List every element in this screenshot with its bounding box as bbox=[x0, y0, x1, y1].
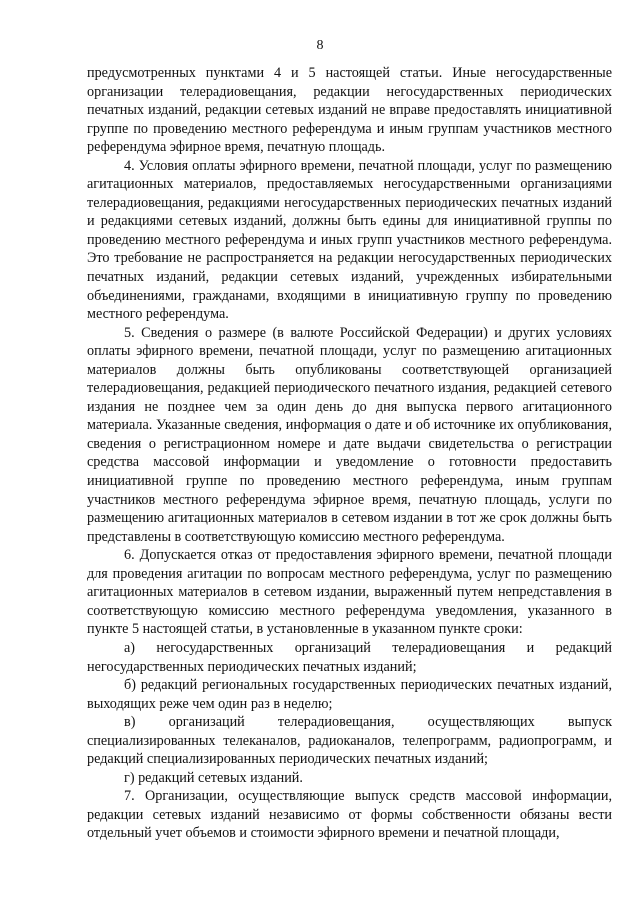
page-body bbox=[87, 64, 612, 843]
paragraph-continuation: предусмотренных пунктами 4 и 5 настоящей статьи. Иные негосударственные организации телерадиовещания, редакции негосударственных периодических печатных изданий, редакции сетевых изданий не вправе предоставлять инициативной группе по проведению местного референдума и иным группам участников местного референдума эфирное время, печатную площадь. bbox=[87, 65, 612, 156]
paragraph-item-6: 6. Допускается отказ от предоставления эфирного времени, печатной площади для проведения агитации по вопросам местного референдума, услуг по размещению агитационных материалов в сетевом издании, выраженный путем непредставления в соответствующую комиссию местного референдума уведомления, указанного в пункте 5 настоящей статьи, в установленные в указанном пункте сроки: bbox=[87, 547, 612, 638]
paragraph-item-5: 5. Сведения о размере (в валюте Российской Федерации) и других условиях оплаты эфирного времени, печатной площади, услуг по размещению агитационных материалов должны быть опубликованы соответствующей организацией телерадиовещания, редакцией периодического печатного издания, редакцией сетевого издания не позднее чем за один день до дня выпуска первого агитационного материала. Указанные сведения, информация о дате и об источнике их опубликования, сведения о регистрационном номере и дате выдачи свидетельства о регистрации средства массовой информации и уведомление о готовности предоставить инициативной группе по проведению местного референдума, иным группам участников местного референдума эфирное время, печатную площадь, услуги по размещению агитационных материалов в сетевом издании в тот же срок должны быть представлены в соответствующую комиссию местного референдума. bbox=[87, 324, 612, 545]
subitem-a: а) негосударственных организаций телерадиовещания и редакций негосударственных периодических печатных изданий; bbox=[87, 639, 612, 675]
page-number: 8 bbox=[316, 38, 324, 53]
paragraph-item-4: 4. Условия оплаты эфирного времени, печатной площади, услуг по размещению агитационных материалов, предоставляемых негосударственными организациями телерадиовещания, редакциями негосударственных периодических печатных изданий и редакциями сетевых изданий, должны быть едины для инициативной группы по проведению местного референдума и иных групп участников местного референдума. Это требование не распространяется на редакции негосударственных периодических печатных изданий, редакции сетевых изданий, учрежденных избирательными объединениями, гражданами, входящими в инициативную группу по проведению местного референдума. bbox=[87, 157, 612, 323]
paragraph-item-7: 7. Организации, осуществляющие выпуск средств массовой информации, редакции сетевых изданий независимо от формы собственности обязаны вести отдельный учет объемов и стоимости эфирного времени и печатной площади, bbox=[87, 788, 612, 842]
subitem-g: г) редакций сетевых изданий. bbox=[124, 769, 303, 786]
subitem-v: в) организаций телерадиовещания, осуществляющих выпуск специализированных телеканалов, радиоканалов, телепрограмм, радиопрограмм, и редакций специализированных периодических печатных изданий; bbox=[87, 714, 612, 768]
subitem-b: б) редакций региональных государственных периодических печатных изданий, выходящих реже чем один раз в неделю; bbox=[87, 677, 612, 712]
